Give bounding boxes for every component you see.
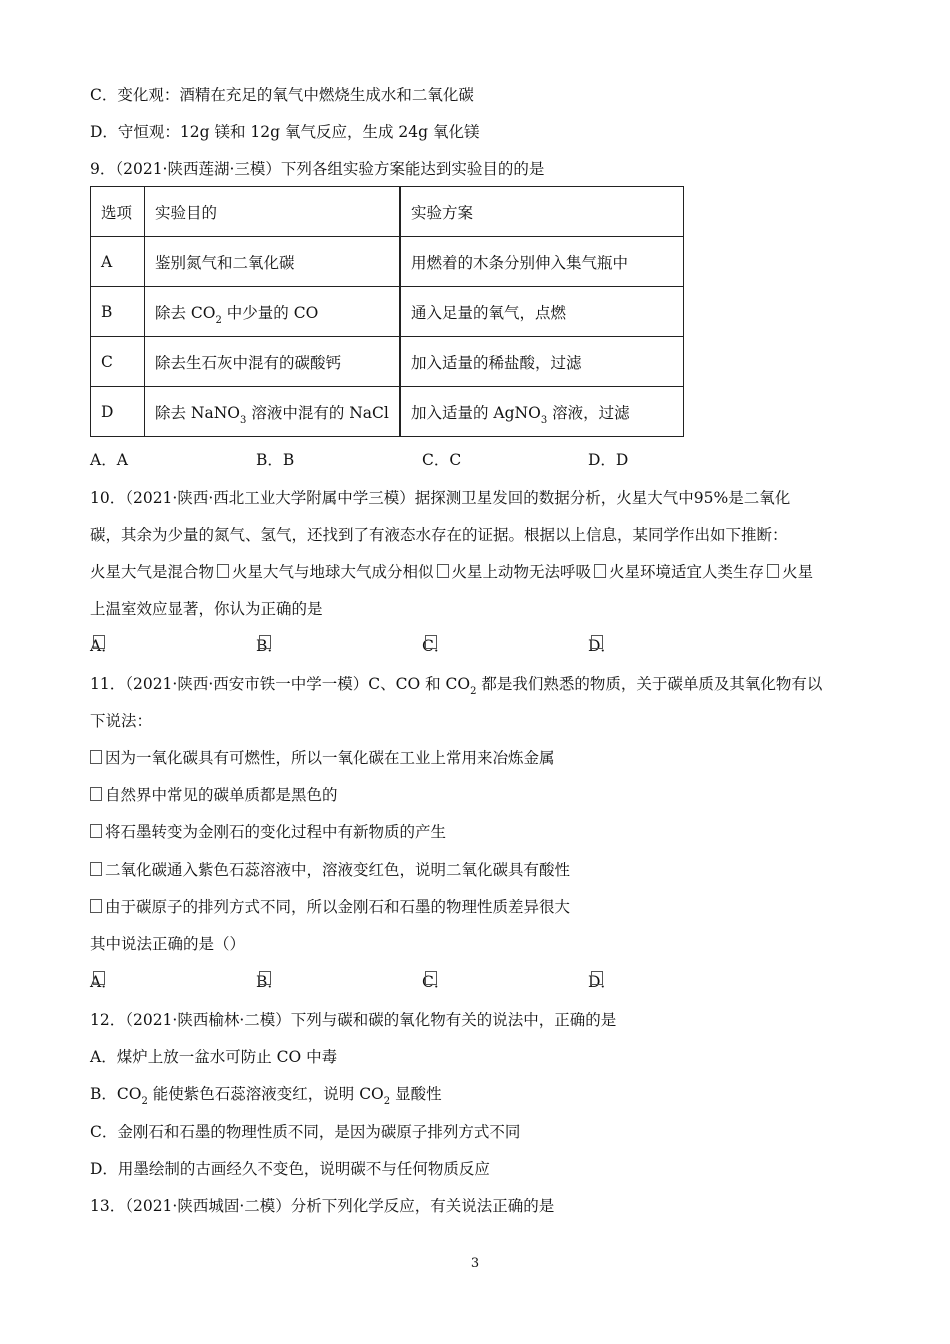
- missing-glyph-icon: [93, 635, 105, 649]
- missing-glyph-icon: [259, 971, 271, 985]
- row-plan: 用燃着的木条分别伸入集气瓶中: [400, 237, 684, 287]
- q12-option-d: D．用墨绘制的古画经久不变色，说明碳不与任何物质反应: [90, 1160, 490, 1178]
- q12-option-a: A．煤炉上放一盆水可防止 CO 中毒: [90, 1048, 338, 1066]
- text: 除去 CO: [155, 303, 216, 322]
- q10-line-3: [90, 561, 813, 583]
- table-row: [91, 337, 684, 387]
- row-option: B: [91, 287, 145, 337]
- text: 火星大气是混合物: [90, 563, 215, 581]
- missing-glyph-icon: [594, 564, 606, 578]
- missing-glyph-icon: [425, 635, 437, 649]
- q9-stem: 9．（2021·陕西莲湖·三模）下列各组实验方案能达到实验目的的是: [90, 160, 545, 178]
- missing-glyph-icon: [90, 750, 102, 764]
- answer-label: A．: [90, 973, 117, 991]
- option-c-text: C．变化观：酒精在充足的氧气中燃烧生成水和二氧化碳: [90, 86, 474, 104]
- q11-statement-3: [90, 821, 446, 843]
- q9-answers: [90, 449, 790, 471]
- page-number: 3: [470, 1256, 480, 1271]
- table-row: [91, 287, 684, 337]
- q12-stem: 12．（2021·陕西榆林·二模）下列与碳和碳的氧化物有关的说法中，正确的是: [90, 1011, 617, 1029]
- row-purpose: 除去生石灰中混有的碳酸钙: [145, 337, 401, 387]
- missing-glyph-icon: [591, 971, 603, 985]
- row-plan: [400, 387, 684, 437]
- answer-label: B．: [256, 637, 283, 655]
- q11-statement-2: [90, 784, 338, 806]
- subscript: 2: [215, 314, 222, 326]
- q10-answers: [90, 635, 790, 657]
- text: 都是我们熟悉的物质，关于碳单质及其氧化物有以: [476, 675, 823, 693]
- missing-glyph-icon: [90, 862, 102, 876]
- text: 中少量的 CO: [221, 303, 319, 322]
- q9-table: [90, 186, 684, 437]
- q11-line-1: [90, 673, 822, 698]
- q12-option-b: [90, 1083, 442, 1108]
- text: 11．（2021·陕西·西安市铁一中学一模）C、CO 和 CO: [90, 675, 471, 693]
- subscript: 2: [141, 1096, 148, 1107]
- answer-label: D．: [588, 973, 616, 991]
- table-row: [91, 237, 684, 287]
- answer-d: D．D: [588, 451, 629, 469]
- row-option: A: [91, 237, 145, 287]
- row-option: C: [91, 337, 145, 387]
- text: 溶液，过滤: [547, 403, 630, 422]
- table-row: [91, 387, 684, 437]
- text: 二氧化碳通入紫色石蕊溶液中，溶液变红色，说明二氧化碳具有酸性: [105, 861, 571, 879]
- header-purpose: 实验目的: [145, 187, 401, 237]
- q11-statement-4: [90, 859, 570, 881]
- answer-label: B．: [256, 973, 283, 991]
- answer-label: C．: [422, 973, 450, 991]
- text: B．CO: [90, 1085, 142, 1103]
- subscript: 2: [383, 1096, 391, 1107]
- q10-line-4: 上温室效应显著，你认为正确的是: [90, 600, 323, 618]
- q11-answers: [90, 971, 790, 993]
- answer-label: D．: [588, 637, 616, 655]
- row-purpose: [145, 287, 401, 337]
- answer-b: B．B: [256, 451, 295, 469]
- q11-question: 其中说法正确的是（）: [90, 935, 246, 953]
- q10-line-2: 碳，其余为少量的氮气、氢气，还找到了有液态水存在的证据。根据以上信息，某同学作出如下推断：: [90, 526, 788, 544]
- text: 加入适量的 AgNO: [411, 403, 541, 422]
- q11-line-2: 下说法：: [90, 712, 153, 730]
- text: 因为一氧化碳具有可燃性，所以一氧化碳在工业上常用来冶炼金属: [105, 749, 555, 767]
- missing-glyph-icon: [217, 564, 229, 578]
- answer-label: C．: [422, 637, 450, 655]
- q13-stem: 13．（2021·陕西城固·二模）分析下列化学反应，有关说法正确的是: [90, 1197, 555, 1215]
- answer-c: C．C: [422, 451, 462, 469]
- subscript: 3: [240, 414, 247, 426]
- missing-glyph-icon: [90, 899, 102, 913]
- missing-glyph-icon: [591, 635, 603, 649]
- missing-glyph-icon: [259, 635, 271, 649]
- missing-glyph-icon: [90, 824, 102, 838]
- q10-line-1: 10．（2021·陕西·西北工业大学附属中学三模）据探测卫星发回的数据分析，火星大气中95%是二氧化: [90, 489, 791, 507]
- q11-statement-1: [90, 747, 555, 769]
- text: 由于碳原子的排列方式不同，所以金刚石和石墨的物理性质差异很大: [105, 898, 571, 916]
- missing-glyph-icon: [425, 971, 437, 985]
- text: 将石墨转变为金刚石的变化过程中有新物质的产生: [105, 823, 447, 841]
- text: 除去 NaNO: [155, 403, 241, 422]
- header-option: 选项: [91, 187, 145, 237]
- table-header-row: [91, 187, 684, 237]
- missing-glyph-icon: [90, 787, 102, 801]
- q12-option-c: C．金刚石和石墨的物理性质不同，是因为碳原子排列方式不同: [90, 1123, 521, 1141]
- answer-a: A．A: [90, 451, 128, 469]
- option-d-text: D．守恒观：12g 镁和 12g 氧气反应，生成 24g 氧化镁: [90, 123, 480, 141]
- row-option: D: [91, 387, 145, 437]
- row-plan: 通入足量的氧气，点燃: [400, 287, 684, 337]
- subscript: 3: [540, 414, 548, 426]
- text: 火星环境适宜人类生存: [609, 563, 765, 581]
- text: 自然界中常见的碳单质都是黑色的: [105, 786, 338, 804]
- text: 显酸性: [390, 1085, 442, 1103]
- row-purpose: 鉴别氮气和二氧化碳: [145, 237, 401, 287]
- text: 火星上动物无法呼吸: [451, 563, 592, 581]
- missing-glyph-icon: [437, 564, 449, 578]
- missing-glyph-icon: [767, 564, 779, 578]
- row-purpose: [145, 387, 401, 437]
- text: 溶液中混有的 NaCl: [246, 403, 389, 422]
- text: 能使紫色石蕊溶液变红，说明 CO: [147, 1085, 384, 1103]
- text: 火星: [782, 563, 814, 581]
- header-plan: 实验方案: [400, 187, 684, 237]
- text: 火星大气与地球大气成分相似: [232, 563, 434, 581]
- row-plan: 加入适量的稀盐酸，过滤: [400, 337, 684, 387]
- q11-statement-5: [90, 896, 570, 918]
- missing-glyph-icon: [93, 971, 105, 985]
- answer-label: A．: [90, 637, 117, 655]
- subscript: 2: [470, 686, 477, 697]
